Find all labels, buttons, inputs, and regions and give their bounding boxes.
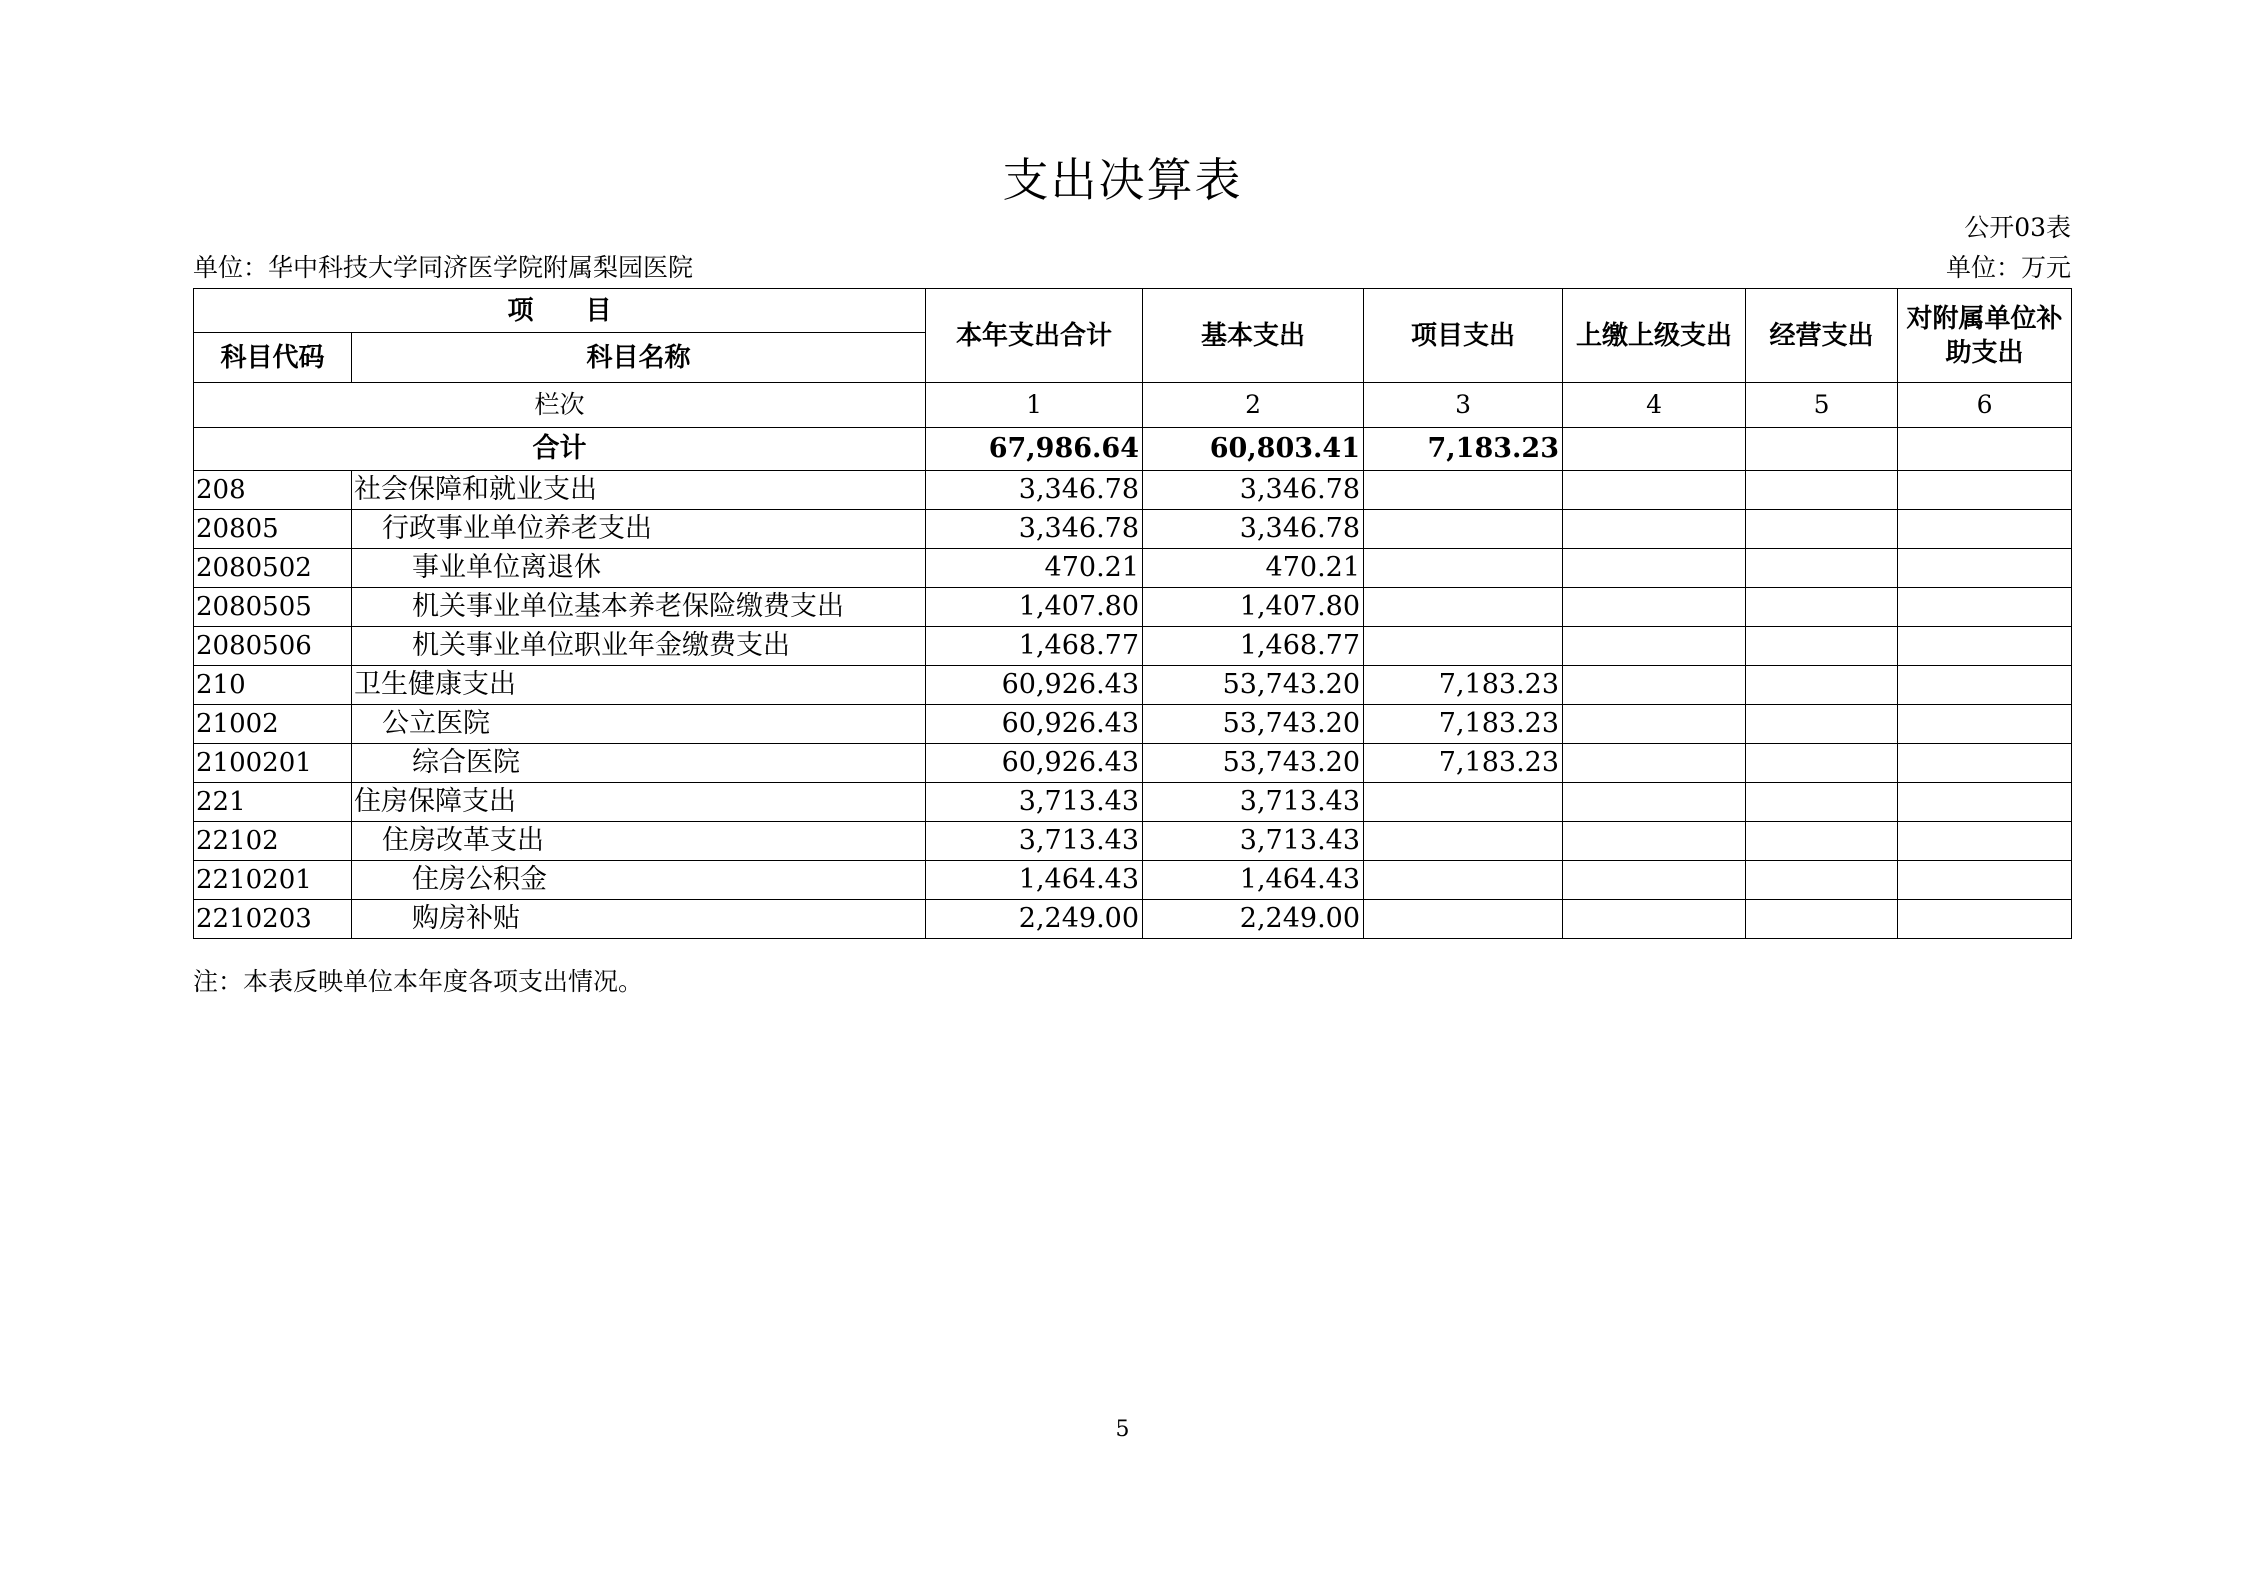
subject-name: 社会保障和就业支出 [352,471,926,510]
subject-code: 2080505 [194,588,352,627]
amount-cell [1364,471,1563,510]
column-number: 5 [1746,383,1898,428]
total-value [1563,428,1746,471]
subject-name: 住房保障支出 [352,783,926,822]
expenditure-table [193,288,2072,939]
column-label: 栏次 [194,383,926,428]
subject-name: 公立医院 [352,705,926,744]
amount-cell [1563,588,1746,627]
amount-cell [1563,510,1746,549]
header-code: 科目代码 [194,333,352,383]
amount-cell: 3,713.43 [1143,783,1364,822]
amount-cell [1746,744,1898,783]
amount-cell [1746,471,1898,510]
amount-cell: 60,926.43 [926,705,1143,744]
amount-cell [1746,861,1898,900]
table-row [194,744,2072,783]
amount-cell [1898,510,2072,549]
amount-cell [1746,900,1898,939]
amount-cell: 3,346.78 [926,510,1143,549]
amount-cell: 1,468.77 [926,627,1143,666]
header-item: 项 目 [194,289,926,333]
subject-name: 住房公积金 [352,861,926,900]
subject-code: 22102 [194,822,352,861]
column-number: 4 [1563,383,1746,428]
amount-cell: 3,346.78 [1143,510,1364,549]
amount-cell [1898,705,2072,744]
amount-cell: 53,743.20 [1143,744,1364,783]
amount-cell: 3,713.43 [926,822,1143,861]
amount-cell [1898,549,2072,588]
column-number-row [194,383,2072,428]
column-number: 3 [1364,383,1563,428]
amount-cell: 1,407.80 [926,588,1143,627]
amount-cell [1364,627,1563,666]
currency-unit: 单位：万元 [1945,253,2071,282]
total-row [194,428,2072,471]
amount-cell: 7,183.23 [1364,705,1563,744]
amount-cell [1364,783,1563,822]
amount-cell [1364,861,1563,900]
header-project: 项目支出 [1364,289,1563,383]
table-row [194,861,2072,900]
subject-code: 2080506 [194,627,352,666]
table-row [194,822,2072,861]
amount-cell: 3,346.78 [926,471,1143,510]
amount-cell [1364,900,1563,939]
header-total: 本年支出合计 [926,289,1143,383]
total-value [1746,428,1898,471]
table-note: 注：本表反映单位本年度各项支出情况。 [193,967,644,996]
amount-cell [1563,471,1746,510]
amount-cell [1746,549,1898,588]
amount-cell [1364,510,1563,549]
amount-cell [1746,510,1898,549]
subject-name: 住房改革支出 [352,822,926,861]
amount-cell [1898,588,2072,627]
amount-cell: 2,249.00 [1143,900,1364,939]
amount-cell: 470.21 [926,549,1143,588]
subject-code: 2080502 [194,549,352,588]
amount-cell: 3,346.78 [1143,471,1364,510]
amount-cell [1898,783,2072,822]
subject-code: 210 [194,666,352,705]
table-row [194,705,2072,744]
amount-cell [1898,822,2072,861]
amount-cell [1563,666,1746,705]
subject-name: 购房补贴 [352,900,926,939]
column-number: 6 [1898,383,2072,428]
amount-cell [1898,471,2072,510]
page-title: 支出决算表 [1002,153,1243,207]
subject-name: 机关事业单位基本养老保险缴费支出 [352,588,926,627]
table-row [194,588,2072,627]
amount-cell [1898,861,2072,900]
subject-name: 行政事业单位养老支出 [352,510,926,549]
subject-code: 221 [194,783,352,822]
table-row [194,666,2072,705]
amount-cell: 7,183.23 [1364,744,1563,783]
amount-cell [1364,822,1563,861]
table-row [194,783,2072,822]
amount-cell: 53,743.20 [1143,705,1364,744]
total-label: 合计 [194,428,926,471]
total-value: 60,803.41 [1143,428,1364,471]
amount-cell [1898,666,2072,705]
table-row [194,900,2072,939]
amount-cell [1563,705,1746,744]
subject-name: 卫生健康支出 [352,666,926,705]
amount-cell [1898,900,2072,939]
subject-code: 2210203 [194,900,352,939]
amount-cell: 2,249.00 [926,900,1143,939]
amount-cell [1563,822,1746,861]
page-number: 5 [1115,1417,1130,1442]
amount-cell [1746,666,1898,705]
subject-code: 208 [194,471,352,510]
amount-cell: 1,464.43 [1143,861,1364,900]
reporting-unit: 单位：华中科技大学同济医学院附属梨园医院 [193,253,694,282]
table-row [194,471,2072,510]
subject-name: 综合医院 [352,744,926,783]
amount-cell: 53,743.20 [1143,666,1364,705]
column-number: 2 [1143,383,1364,428]
amount-cell [1746,627,1898,666]
subject-code: 2210201 [194,861,352,900]
table-row [194,549,2072,588]
amount-cell: 470.21 [1143,549,1364,588]
amount-cell [1563,549,1746,588]
amount-cell [1563,783,1746,822]
total-value [1898,428,2072,471]
amount-cell [1898,744,2072,783]
amount-cell [1364,549,1563,588]
amount-cell [1563,744,1746,783]
amount-cell [1746,783,1898,822]
table-row [194,510,2072,549]
subject-name: 事业单位离退休 [352,549,926,588]
table-row [194,627,2072,666]
amount-cell: 7,183.23 [1364,666,1563,705]
amount-cell: 60,926.43 [926,744,1143,783]
header-upper: 上缴上级支出 [1563,289,1746,383]
subject-code: 2100201 [194,744,352,783]
amount-cell [1746,588,1898,627]
amount-cell: 1,468.77 [1143,627,1364,666]
header-business: 经营支出 [1746,289,1898,383]
amount-cell: 3,713.43 [926,783,1143,822]
total-value: 7,183.23 [1364,428,1563,471]
form-number: 公开03表 [1964,213,2071,242]
header-row-top [194,289,2072,333]
amount-cell [1563,861,1746,900]
amount-cell [1898,627,2072,666]
subject-code: 21002 [194,705,352,744]
subject-code: 20805 [194,510,352,549]
amount-cell: 3,713.43 [1143,822,1364,861]
amount-cell [1746,822,1898,861]
amount-cell [1364,588,1563,627]
amount-cell [1746,705,1898,744]
amount-cell [1563,900,1746,939]
total-value: 67,986.64 [926,428,1143,471]
header-subsidy: 对附属单位补助支出 [1898,289,2072,383]
column-number: 1 [926,383,1143,428]
header-name: 科目名称 [352,333,926,383]
amount-cell [1563,627,1746,666]
header-basic: 基本支出 [1143,289,1364,383]
amount-cell: 60,926.43 [926,666,1143,705]
subject-name: 机关事业单位职业年金缴费支出 [352,627,926,666]
amount-cell: 1,407.80 [1143,588,1364,627]
amount-cell: 1,464.43 [926,861,1143,900]
